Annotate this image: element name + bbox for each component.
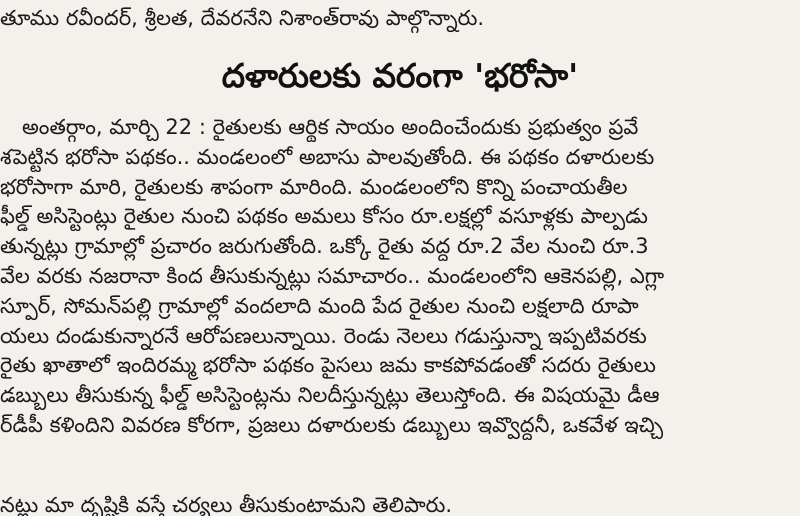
- body-line: డబ్బులు తీసుకున్న ఫీల్డ్ అసిస్టెంట్లను నిలదీస్తున్నట్లు తెలుస్తోంది. ఈ విషయమై డీఆ: [0, 383, 660, 408]
- body-line: ఫీల్డ్ అసిస్టెంట్లు రైతుల నుంచి పథకం అమలు కోసం రూ.లక్షల్లో వసూళ్లకు పాల్పడు: [0, 204, 648, 229]
- body-line: ర్‌డీపీ కళిందిని వివరణ కోరగా, ప్రజలు దళారులకు డబ్బులు ఇవ్వొద్దనీ, ఒకవేళ ఇచ్చి: [0, 412, 664, 437]
- article-headline: దళారులకు వరంగా 'భరోసా': [221, 56, 579, 95]
- cut-off-body-line: నట్లు మా దృష్టికి వస్తే చర్యలు తీసుకుంటామని తెలిపారు.: [0, 493, 453, 516]
- body-line: యలు దండుకున్నారనే ఆరోపణలున్నాయి. రెండు నెలలు గడుస్తున్నా ఇప్పటివరకు: [0, 323, 647, 348]
- body-line: రైతు ఖాతాలో ఇందిరమ్మ భరోసా పథకం పైసలు జమ కాకపోవడంతో సదరు రైతులు: [0, 353, 656, 378]
- body-line: అంతర్గాం, మార్చి 22 : రైతులకు ఆర్థిక సాయం అందించేందుకు ప్రభుత్వం ప్రవే: [22, 115, 639, 139]
- body-line: శపెట్టిన భరోసా పథకం.. మండలంలో అబాసు పాలవుతోంది. ఈ పథకం దళారులకు: [0, 144, 655, 169]
- article-body: [0, 112, 800, 440]
- body-line: వేల వరకు నజరానా కింద తీసుకున్నట్లు సమాచారం.. మండలంలోని ఆకెనపల్లి, ఎగ్లా: [0, 263, 665, 288]
- body-line: తున్నట్లు గ్రామాల్లో ప్రచారం జరుగుతోంది. ఒక్కో రైతు వద్ద రూ.2 వేల నుంచి రూ.3: [0, 234, 649, 259]
- body-line: భరోసాగా మారి, రైతులకు శాపంగా మారింది. మండలంలోని కొన్ని పంచాయతీల: [0, 174, 628, 199]
- previous-article-last-line: తూము రవీందర్, శ్రీలత, దేవరనేని నిశాంత్‌రావు పాల్గొన్నారు.: [0, 6, 485, 30]
- body-line: స్పూర్, సోమన్‌పల్లి గ్రామాల్లో వందలాది మంది పేద రైతుల నుంచి లక్షలాది రూపా: [0, 293, 639, 318]
- cut-off-line-container: [0, 490, 800, 516]
